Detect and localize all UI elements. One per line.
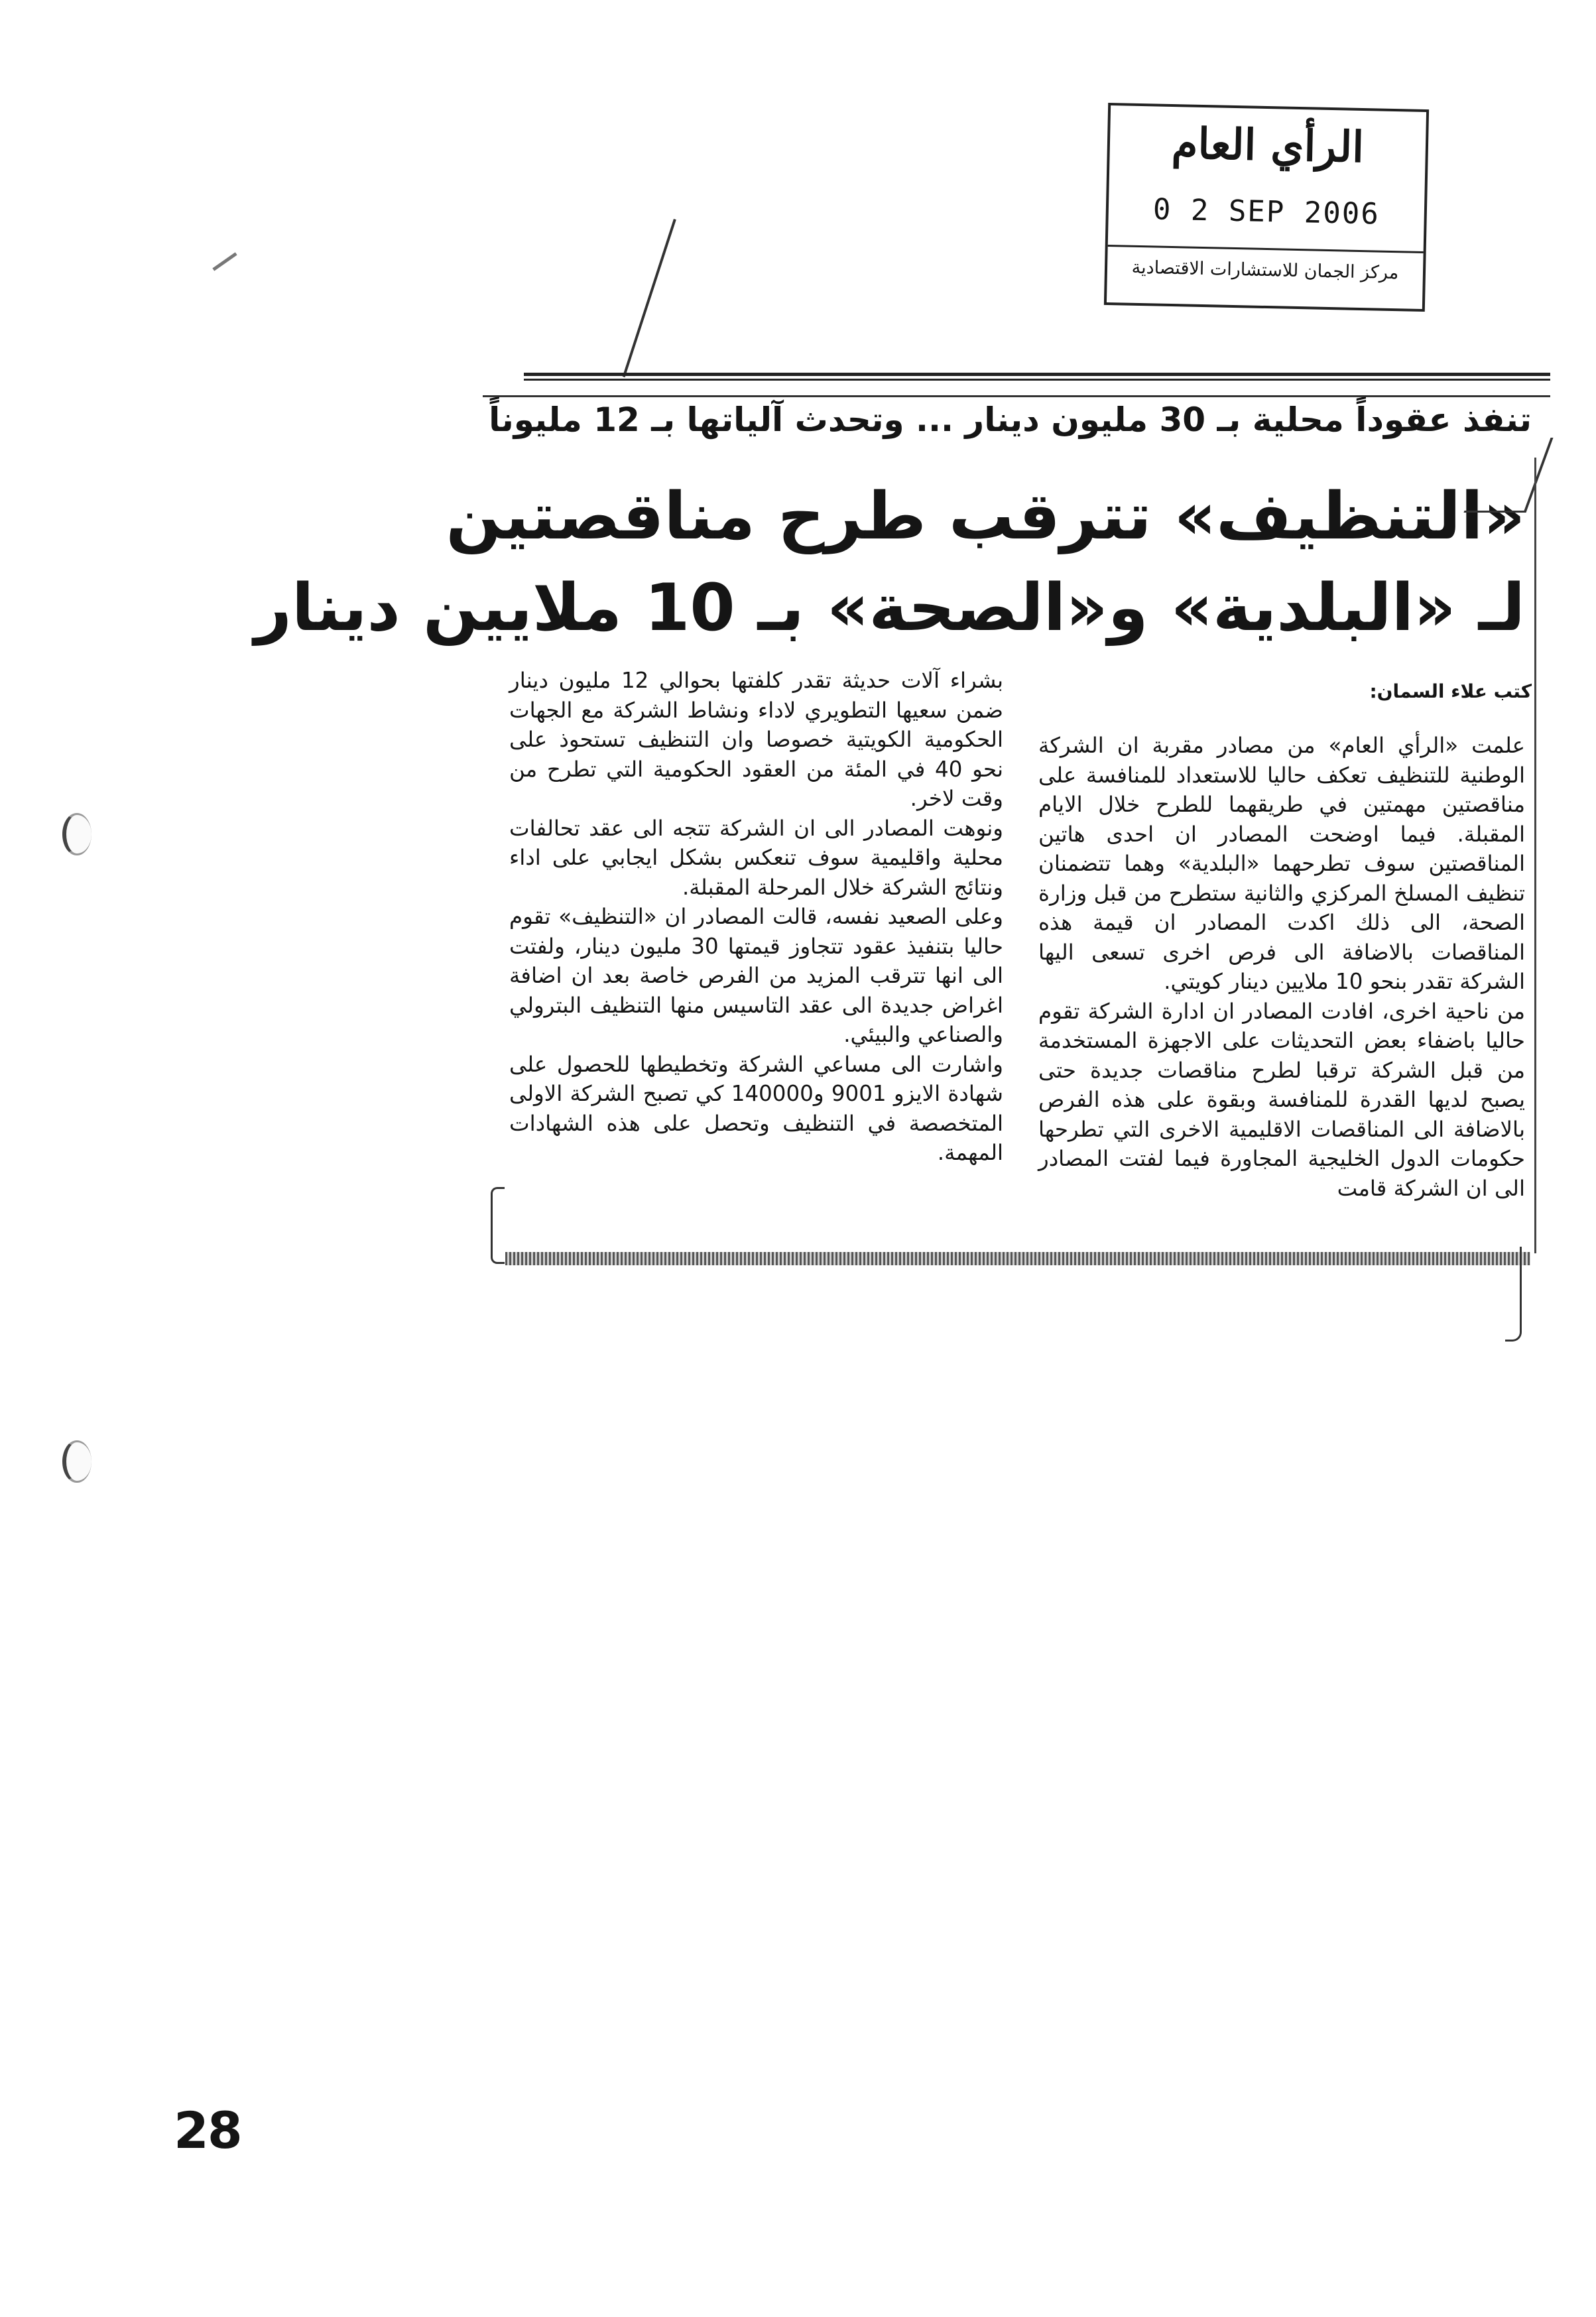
- article-column-left: [509, 666, 1003, 1168]
- article-bottom-rule: [505, 1252, 1530, 1265]
- stray-pen-line: [623, 219, 676, 377]
- article-top-rule: [524, 373, 1550, 381]
- stray-mark: [212, 252, 237, 271]
- stamp-date: 0 2 SEP 2006: [1152, 192, 1381, 231]
- article-column-right: [1038, 731, 1525, 1203]
- stamp-divider: [1108, 245, 1424, 253]
- article-headline-line-1: «التنظيف» تترقب طرح مناقصتين: [446, 479, 1525, 554]
- page-number: 28: [174, 2101, 241, 2160]
- paragraph: ونوهت المصادر الى ان الشركة تتجه الى عقد تحالفات محلية واقليمية سوف تنعكس بشكل ايجابي على اداء ونتائج الشركة خلال المرحلة المقبلة.: [509, 815, 1003, 900]
- archive-stamp: [1104, 103, 1429, 312]
- clipping-edge-line: [1534, 458, 1536, 1253]
- paragraph: واشارت الى مساعي الشركة وتخطيطها للحصول على شهادة الايزو 9001 و140000 كي تصبح الشركة الاولى المتخصصة في التنظيف وتحصل على هذه الشهادات المهمة.: [509, 1051, 1004, 1165]
- punch-hole: [62, 813, 92, 855]
- paragraph: علمت «الرأي العام» من مصادر مقربة ان الشركة الوطنية للتنظيف تعكف حاليا للاستعداد للمنافسة على مناقصتين مهمتين في طريقهما للطرح خلال الايام المقبلة. فيما اوضحت المصادر ان احدى هاتين المناقصتين سوف تطرحهما «البلدية» وهما تتضمنان تنظيف المسلخ المركزي والثانية ستطرح من قبل وزارة الصحة، الى ذلك اكدت المصادر ان قيمة هذه المناقصات بالاضافة الى فرص اخرى تسعى اليها الشركة تقدر بنحو 10 ملايين دينار كويتي.: [1038, 733, 1525, 994]
- article-headline-line-2: لـ «البلدية» و«الصحة» بـ 10 ملايين دينار: [254, 570, 1525, 646]
- article-sub-rule: [483, 395, 1550, 397]
- paragraph: وعلى الصعيد نفسه، قالت المصادر ان «التنظيف» تقوم حاليا بتنفيذ عقود تتجاوز قيمتها 30 مليون دينار، ولفتت الى انها تترقب المزيد من الفرص خاصة بعد ان اضافة اغراض جديدة الى عقد التاسيس منها التنظيف البترولي والصناعي والبيئي.: [509, 904, 1004, 1047]
- clipping-corner-mark: [1463, 438, 1553, 513]
- stamp-organization: مركز الجمان للاستشارات الاقتصادية: [1131, 257, 1399, 284]
- clipping-bracket-mark: [491, 1187, 505, 1264]
- article-kicker: تنفذ عقوداً محلية بـ 30 مليون دينار ... وتحدث آلياتها بـ 12 مليوناً: [489, 401, 1532, 439]
- paragraph: بشراء آلات حديثة تقدر كلفتها بحوالي 12 مليون دينار ضمن سعيها التطويري لاداء ونشاط الشركة مع الجهات الحكومية الكويتية خصوصا وان التنظيف تستحوذ على نحو 40 في المئة من العقود الحكومية التي تطرح من وقت لاخر.: [509, 668, 1003, 811]
- punch-hole: [62, 1440, 92, 1483]
- article-byline: كتب علاء السمان:: [1369, 680, 1532, 702]
- clipping-hook-mark: [1505, 1247, 1522, 1342]
- newspaper-logo: الرأي العام: [1171, 118, 1365, 173]
- paragraph: من ناحية اخرى، افادت المصادر ان ادارة الشركة تقوم حاليا باضفاء بعض التحديثات على الاجهزة المستخدمة من قبل الشركة ترقبا لطرح مناقصات جديدة حتى يصبح لديها القدرة للمنافسة وبقوة على هذه الفرص بالاضافة الى المناقصات الاقليمية الاخرى التي تطرحها حكومات الدول الخليجية المجاورة فيما لفتت المصادر الى ان الشركة قامت: [1038, 998, 1525, 1201]
